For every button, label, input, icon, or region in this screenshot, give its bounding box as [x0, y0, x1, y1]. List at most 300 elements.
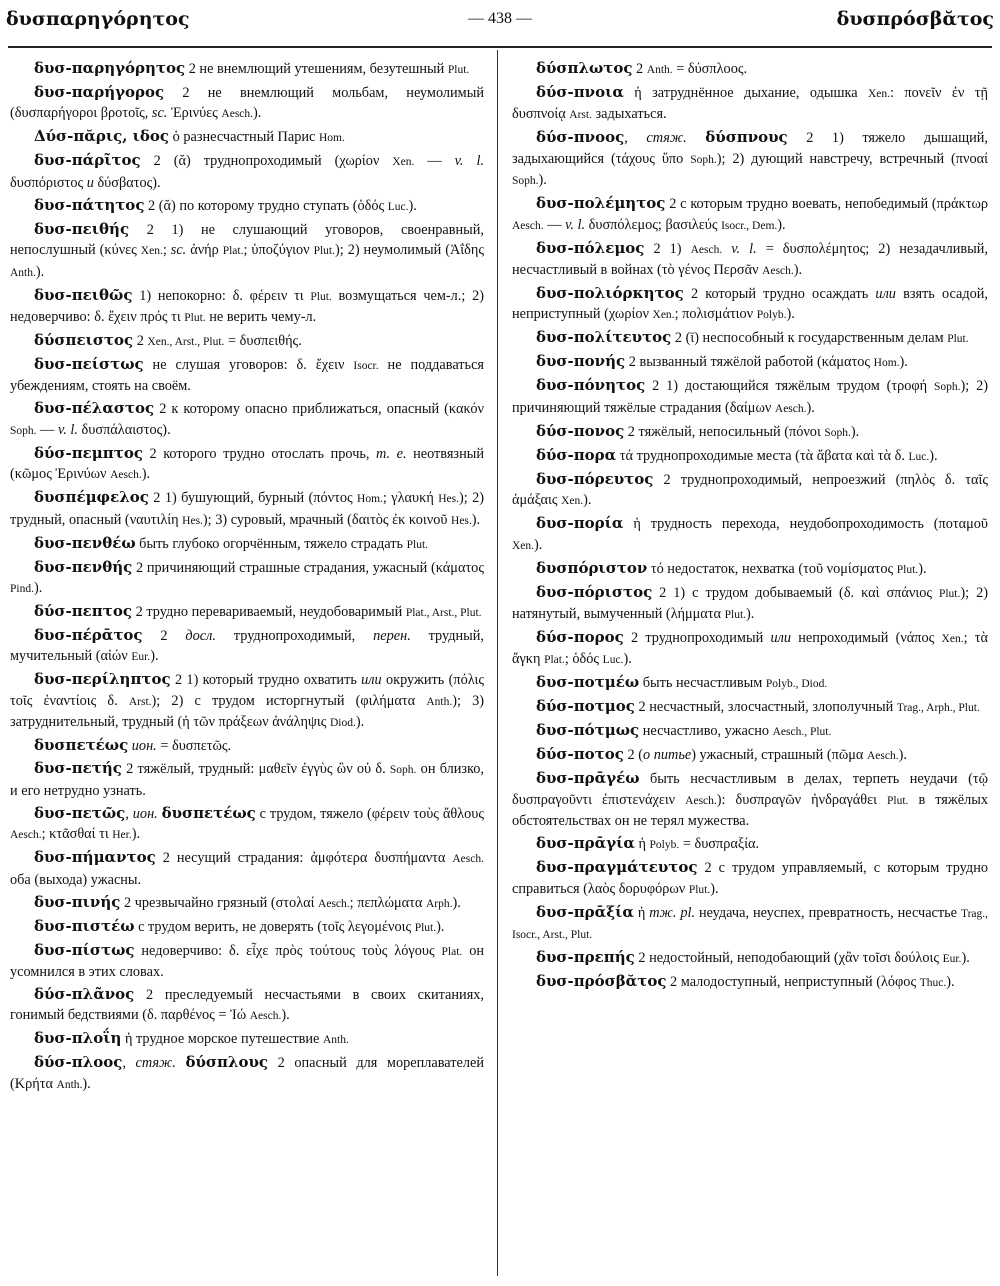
entry-text: взять осадой, неприступный (χωρίον: [512, 286, 988, 323]
entry-text: 2: [133, 333, 148, 350]
dictionary-entry: [512, 558, 988, 580]
source-abbrev: Aesch.: [685, 794, 717, 807]
dictionary-entry: [10, 916, 484, 938]
entry-headword: δύσπειστος: [34, 331, 134, 350]
entry-text: ).: [583, 492, 592, 509]
source-abbrev: Luc.: [908, 450, 930, 463]
entry-headword: δυσ-πρᾱγία: [536, 834, 635, 853]
dictionary-entry: [512, 58, 988, 80]
dictionary-entry: [512, 857, 988, 900]
entry-text: : πονεῖν ἐν τῇ δυσπνοίᾳ: [512, 85, 988, 123]
entry-text: 2 1) с трудом добываемый (δ. καὶ σπάνιος: [652, 584, 939, 601]
entry-headword: Δύσ-πᾰρις, ιδος: [34, 127, 170, 146]
entry-text: ).: [623, 651, 632, 668]
entry-text: ).: [408, 197, 417, 214]
entry-headword: δυσ-πότμως: [536, 721, 640, 740]
entry-text: 2 1) достающийся тяжёлым трудом (τροφή: [645, 378, 934, 395]
entry-headword: δυσ-πειθῶς: [34, 285, 133, 304]
entry-text: ; γλαυκή: [382, 490, 439, 507]
source-abbrev: Xen.: [392, 156, 415, 169]
italic-note: или: [875, 286, 896, 303]
entry-headword: δυσ-πονής: [536, 352, 626, 371]
dictionary-entry: [10, 669, 484, 733]
italic-note: ион.: [132, 805, 158, 822]
source-abbrev: Plut.: [447, 64, 470, 76]
entry-text: 2 1) бушующий, бурный (πόντος: [148, 490, 358, 507]
dictionary-entry: [10, 126, 484, 148]
entry-headword: δύσ-ποτος: [536, 745, 624, 764]
entry-text: 2 несущий страдания: ἀμφότερα δυσπήμαντα: [155, 850, 453, 867]
source-abbrev: Trag., Isocr., Arst., Plut.: [512, 907, 989, 942]
entry-text: трудный, мучительный (αἰών: [10, 628, 485, 665]
entry-headword: δύσ-πορα: [536, 445, 617, 464]
entry-text: δύσβατος).: [93, 174, 161, 191]
entry-headword: δύσ-πλοος: [34, 1053, 123, 1072]
entry-text: 2 причиняющий страшные страдания, ужасный (κάματος: [132, 559, 484, 576]
source-abbrev: Anth.: [56, 1078, 83, 1091]
source-abbrev: Aesch.: [452, 853, 484, 866]
source-abbrev: Arst.: [128, 695, 152, 708]
italic-note: v. l.: [454, 153, 484, 170]
entry-text: ).: [850, 423, 860, 440]
entry-headword: δύσ-πεπτος: [34, 602, 133, 621]
source-abbrev: Xen.: [512, 539, 535, 552]
source-abbrev: Xen.: [652, 309, 675, 322]
entry-headword: δυσ-πενθής: [34, 557, 133, 576]
source-abbrev: Xen., Arst., Plut.: [147, 336, 225, 349]
entry-text: с трудом, тяжело (φέρειν τοὺς ἄθλους: [255, 805, 484, 822]
source-abbrev: Polyb., Diod.: [765, 678, 828, 691]
source-abbrev: Thuc.: [919, 977, 947, 990]
entry-headword: δυσ-περίληπτος: [34, 670, 171, 689]
italic-note: ион.: [131, 738, 157, 755]
entry-text: ).: [35, 263, 45, 280]
italic-note: о питье: [642, 747, 692, 764]
entry-text: задыхаться.: [591, 106, 667, 123]
entry-text: = δυσπετῶς.: [156, 738, 232, 755]
entry-text: ἡ трудное морское путешествие: [121, 1031, 323, 1048]
source-abbrev: Plat.: [544, 654, 565, 667]
entry-text: 2 к которому опасно приближаться, опасный (κακόν: [154, 401, 484, 418]
entry-headword: δυσ-πινής: [34, 892, 121, 911]
entry-text: ).: [946, 974, 955, 991]
entry-text: 2 1) не слушающий уговоров, своенравный, непослушный (κύνες: [10, 221, 484, 259]
source-abbrev: Anth.: [646, 64, 673, 76]
entry-headword: δύσ-πνοος: [536, 128, 625, 147]
entry-headword: δυσ-πάρῖτος: [34, 151, 141, 170]
entry-text: ); 2) дующий навстречу, встречный (πνοαί: [716, 150, 988, 167]
entry-text: 2 1): [644, 240, 691, 257]
entry-headword: δυσ-πολίτευτος: [536, 328, 672, 347]
source-abbrev: Polyb.: [756, 309, 787, 322]
source-abbrev: Trag., Arph., Plut.: [896, 702, 980, 715]
dictionary-entry: [512, 720, 988, 742]
dictionary-entry: [512, 327, 988, 349]
entry-text: = δυσπειθής.: [224, 333, 302, 350]
italic-note: т. е.: [376, 445, 407, 462]
entry-headword: δυσ-πόρευτος: [536, 469, 654, 488]
entry-headword: δυσ-πλοΐη: [34, 1029, 122, 1048]
entry-text: он близко, и его нетрудно узнать.: [10, 761, 484, 799]
entry-text: τό недостаток, нехватка (τοῦ νομίσματος: [647, 560, 897, 577]
italic-note: и: [86, 174, 94, 191]
entry-headword: δυσ-πετής: [34, 759, 122, 778]
entry-text: 2 который трудно осаждать: [683, 286, 876, 303]
entry-text: ).: [355, 714, 365, 731]
entry-headword: δύσ-πνοια: [536, 83, 624, 101]
dictionary-entry: [10, 892, 484, 914]
entry-headword: δυσ-πραγμάτευτος: [536, 858, 698, 877]
dictionary-entry: [512, 902, 988, 946]
entry-text: [687, 130, 706, 146]
dictionary-entry: [10, 58, 484, 80]
entry-text: не слушая уговоров: δ. ἔχειν: [143, 357, 354, 374]
entry-headword: δυσ-πόνητος: [536, 376, 646, 395]
italic-note: досл.: [185, 628, 216, 645]
entry-text: τά труднопроходимые места (τὰ ἄβατα καὶ τὰ δ.: [616, 447, 909, 464]
source-abbrev: Anth.: [322, 1034, 349, 1047]
entry-text: ); 3) суровый, мрачный (δαιτὸς ἐκ κοινοῦ: [202, 511, 452, 528]
entry-text: непроходимый (νάπος: [790, 630, 942, 647]
source-abbrev: Luc.: [387, 200, 409, 213]
entry-text: ).: [538, 172, 547, 189]
source-abbrev: Plut.: [313, 245, 336, 258]
entry-text: ; πολισμάτιον: [674, 306, 757, 323]
entry-text: ).: [131, 826, 141, 843]
dictionary-entry: [10, 219, 484, 283]
entry-headword: δυσ-πρεπής: [536, 948, 635, 967]
entry-text: 2 (ᾰ) труднопроходимый (χωρίον: [140, 153, 393, 170]
source-abbrev: Pind.: [10, 583, 34, 596]
entry-text: 2 чрезвычайно грязный (στολαί: [120, 894, 319, 911]
entry-text: 2 преследуемый несчастьями в своих скитаниях, гонимый бедствиями (δ. παρθένος = Ἰώ: [10, 986, 484, 1024]
entry-text: ).: [253, 105, 262, 122]
dictionary-entry: [512, 375, 988, 419]
entry-headword: δυσ-πίστως: [34, 940, 135, 959]
entry-text: ); 3) затруднительный, трудный (ἡ τῶν πράξεων ἀνάληψις: [10, 692, 484, 731]
dictionary-entry: [512, 833, 988, 855]
entry-text: —: [543, 216, 566, 233]
source-abbrev: Isocr.: [353, 360, 379, 373]
entry-text: быть несчастливым: [639, 675, 766, 692]
source-abbrev: Xen.: [941, 633, 964, 646]
entry-text: ).: [436, 918, 445, 935]
entry-headword: δυσ-πείστως: [34, 355, 144, 374]
source-abbrev: Plut.: [938, 587, 961, 600]
entry-text: ἡ затруднённое дыхание, одышка: [623, 85, 868, 101]
entry-text: = δυσπραξία.: [679, 836, 760, 853]
source-abbrev: Hom.: [873, 357, 900, 370]
entry-text: δυσπόριστος: [10, 174, 87, 191]
entry-text: ); 2) натянутый, вымученный (λήμματα: [512, 584, 988, 623]
source-abbrev: Anth.: [10, 266, 36, 279]
entry-text: ἡ: [634, 836, 650, 853]
entry-text: 2 с которым трудно воевать, непобедимый (πράκτωρ: [665, 196, 988, 213]
entry-text: ; κτᾶσθαί τι: [41, 826, 113, 843]
entry-text: 2 несчастный, злосчастный, злополучный: [634, 699, 897, 716]
entry-text: ): δυσπραγῶν ἠνδραγάθει: [716, 791, 887, 808]
entry-text: 1) непокорно: δ. φέρειν τι: [132, 287, 311, 304]
entry-text: возмущаться чем-л.; 2) недоверчиво: δ. ἔχειν πρός τι: [10, 287, 484, 326]
running-head-right: δυσπρόσβᾰτος: [836, 8, 994, 30]
entry-text: 2 которого трудно отослать прочь,: [142, 445, 377, 462]
source-abbrev: Soph.: [512, 175, 539, 188]
entry-headword: δυσ-πρόσβᾰτος: [536, 972, 667, 991]
dictionary-entry: [512, 971, 988, 993]
source-abbrev: Aesch.: [866, 750, 899, 763]
dictionary-entry: [10, 533, 484, 555]
source-abbrev: Aesch.: [762, 265, 794, 278]
source-abbrev: Aesch.: [249, 1010, 282, 1023]
entry-text: ).: [746, 606, 755, 623]
entry-text: Ἐρινύες: [167, 105, 222, 122]
entry-text: = δυσπολέμητος; 2) незадачливый, несчастливый в войнах (τὸ γένος Περσᾶν: [512, 240, 989, 279]
entry-text: ).: [786, 306, 795, 323]
entry-text: ).: [710, 880, 719, 897]
entry-text: 2 (: [623, 747, 643, 764]
dictionary-entry: [10, 625, 484, 668]
source-abbrev: Soph.: [933, 381, 961, 394]
entry-text: неудача, неуспех, превратность, несчастье: [695, 904, 961, 921]
dictionary-entry: [512, 238, 988, 282]
entry-text: ὁ разнесчастный Парис: [169, 129, 319, 146]
dictionary-entry: [10, 847, 484, 890]
source-abbrev: Xen.: [561, 495, 584, 508]
italic-note: sc.: [170, 242, 187, 259]
entry-text: ).: [806, 399, 815, 416]
entry-text: недоверчиво: δ. εἶχε πρὸς τούτους τοὺς λόγους: [134, 942, 442, 959]
entry-headword: δυσ-πετῶς: [34, 803, 126, 822]
source-abbrev: Aesch.: [318, 897, 350, 910]
entry-headword: δυσπετέως: [161, 803, 256, 822]
dictionary-entry: [512, 513, 988, 556]
entry-text: ).: [150, 648, 159, 665]
source-abbrev: Xen.: [140, 245, 163, 258]
entry-text: 2 недостойный, неподобающий (χἂν τοῖσι δούλοις: [634, 950, 943, 967]
entry-text: быть несчастливым в делах, терпеть неудачи (τῷ δυσπραγοῦντι ἐπιστενάχειν: [512, 771, 988, 808]
source-abbrev: Plut.: [947, 333, 969, 346]
source-abbrev: Plat.: [222, 245, 244, 258]
dictionary-entry: [512, 351, 988, 373]
entry-text: ).: [793, 262, 803, 279]
entry-text: ἡ трудность перехода, неудобопроходимость (ποταμοῦ: [623, 516, 988, 533]
entry-text: [722, 241, 731, 257]
entry-text: δυσπάλαιστος).: [77, 421, 171, 438]
running-head-left: δυσπαρηγόρητος: [6, 8, 190, 30]
italic-note: перен.: [373, 628, 411, 645]
entry-text: ); 2) неумолимый (Ἀΐδης: [335, 242, 485, 259]
entry-headword: δύσπλωτος: [536, 59, 633, 77]
entry-text: ;: [162, 242, 171, 259]
page-number: — 438 —: [468, 10, 532, 27]
source-abbrev: Arph.: [425, 897, 453, 910]
source-abbrev: Hes.: [438, 493, 459, 506]
entry-headword: δύσ-πλᾶνος: [34, 984, 135, 1003]
entry-text: ; ὁδός: [564, 651, 603, 668]
source-abbrev: Plut.: [406, 538, 429, 551]
source-abbrev: Eur.: [942, 953, 962, 966]
dictionary-entry: [10, 803, 484, 846]
entry-headword: δυσ-πέρᾱτος: [34, 626, 143, 645]
dictionary-entry: [10, 1052, 484, 1095]
source-abbrev: Soph.: [690, 153, 717, 166]
dictionary-entry: [10, 487, 484, 531]
source-abbrev: Anth.: [426, 695, 453, 708]
dictionary-entry: [512, 947, 988, 969]
entry-text: ); 2) причиняющий тяжёлые страдания (δαίμων: [512, 378, 988, 416]
entry-text: ) ужасный, страшный (πῶμα: [691, 747, 867, 764]
source-abbrev: Isocr., Dem.: [721, 219, 778, 232]
entry-headword: δυσ-παρήγορος: [34, 83, 165, 101]
entry-text: ).: [898, 747, 907, 764]
entry-text: несчастливо, ужасно: [639, 723, 773, 740]
entry-text: —: [414, 153, 455, 170]
entry-headword: δυσ-πρᾱγέω: [536, 769, 640, 788]
italic-note: или: [770, 630, 791, 647]
dictionary-entry: [512, 744, 988, 766]
source-abbrev: Plat.: [441, 945, 463, 958]
entry-text: труднопроходимый,: [215, 628, 374, 645]
source-abbrev: Aesch.: [221, 108, 254, 121]
dictionary-entry: [512, 445, 988, 467]
source-abbrev: Aesch.: [110, 469, 142, 482]
entry-text: 2 не внемлющий мольбам, неумолимый (δυσπαρήγοροι βροτοῖς,: [10, 85, 484, 122]
source-abbrev: Hom.: [318, 132, 345, 145]
entry-headword: δυσ-πενθέω: [34, 533, 136, 552]
entry-text: 2 (ῑ) неспособный к государственным делам: [671, 330, 948, 347]
entry-headword: δύσ-πεμπτος: [34, 443, 143, 462]
italic-note: или: [361, 672, 382, 689]
italic-note: v. l.: [565, 216, 586, 233]
entry-text: ).: [471, 511, 481, 528]
source-abbrev: Plat., Arst., Plut.: [405, 607, 482, 620]
entry-text: ).: [899, 354, 908, 371]
source-abbrev: Hom.: [357, 493, 383, 506]
entry-text: ).: [929, 447, 938, 464]
dictionary-entry: [10, 557, 484, 600]
entry-text: ).: [777, 216, 786, 233]
page-header: [6, 8, 994, 42]
entry-text: ).: [281, 1007, 290, 1024]
dictionary-entry: [512, 696, 988, 718]
source-abbrev: Soph.: [824, 426, 851, 439]
entry-text: ἡ: [633, 904, 650, 921]
column-divider: [497, 50, 498, 1276]
entry-headword: δυσ-πέλαστος: [34, 399, 155, 418]
dictionary-entry: [10, 601, 484, 623]
entry-text: ).: [452, 894, 461, 911]
entry-headword: δυσ-ποτμέω: [536, 673, 640, 692]
entry-text: ,: [624, 130, 647, 147]
entry-text: 2 малодоступный, неприступный (λόφος: [666, 974, 920, 991]
entry-headword: δύσ-πορος: [536, 628, 624, 647]
dictionary-entry: [512, 193, 988, 236]
entry-text: 2 труднопроходимый: [623, 630, 771, 647]
dictionary-entry: [512, 582, 988, 626]
entry-text: не поддаваться убеждениям, стоять на своём.: [10, 357, 484, 395]
entry-text: 2 труднопроходимый, непроезжий (πηλὸς δ. ταῖς ἁμάξαις: [512, 471, 988, 509]
source-abbrev: Aesch.: [690, 243, 723, 256]
dictionary-entry: [10, 195, 484, 217]
dictionary-entry: [512, 283, 988, 326]
dictionary-entry: [512, 127, 988, 191]
dictionary-entry: [512, 627, 988, 671]
entry-text: не верить чему-л.: [205, 309, 317, 326]
entry-headword: δυσπετέως: [34, 736, 129, 755]
italic-note: v. l.: [731, 240, 757, 257]
italic-note: v. l.: [57, 421, 78, 438]
source-abbrev: Luc.: [602, 654, 624, 667]
entry-headword: δυσ-πάτητος: [34, 195, 145, 214]
entry-headword: δυσ-πειθής: [34, 219, 130, 238]
source-abbrev: Plut.: [688, 883, 711, 896]
entry-text: ἀνήρ: [186, 242, 223, 259]
entry-text: ,: [122, 1055, 136, 1072]
dictionary-entry: [10, 330, 484, 352]
source-abbrev: Aesch., Plut.: [772, 726, 832, 739]
italic-note: тж. pl.: [649, 904, 696, 921]
entry-text: ); 2) с трудом исторгнутый (φιλήματα: [151, 692, 427, 709]
entry-text: ; τὰ ἄγκη: [512, 630, 988, 668]
entry-text: ).: [141, 466, 151, 483]
source-abbrev: Plut.: [184, 312, 206, 325]
entry-headword: δυσπόριστον: [536, 558, 648, 577]
italic-note: стяж.: [135, 1055, 176, 1072]
entry-text: окружить (πόλις τοῖς ἐναντίοις δ.: [10, 672, 484, 709]
dictionary-entry: [10, 285, 484, 329]
source-abbrev: Plut.: [310, 290, 332, 303]
dictionary-entry: [10, 443, 484, 486]
source-abbrev: Soph.: [10, 424, 37, 437]
entry-headword: δύσ-πονος: [536, 421, 625, 440]
source-abbrev: Plut.: [896, 563, 919, 576]
entry-headword: δυσ-πόριστος: [536, 582, 653, 601]
entry-text: ).: [918, 560, 927, 577]
entry-text: 2 опасный для мореплавателей (Κρήτα: [10, 1055, 484, 1092]
entry-headword: δύσπλους: [185, 1053, 268, 1072]
dictionary-entry: [512, 82, 988, 126]
entry-text: 2 тяжёлый, трудный: μαθεῖν ἐγγὺς ὢν οὐ δ.: [121, 761, 390, 778]
entry-text: в тяжёлых обстоятельствах он не терял мужества.: [512, 791, 988, 830]
entry-text: —: [36, 421, 58, 438]
entry-text: 2: [142, 628, 186, 645]
entry-text: с трудом верить, не доверять (τοῖς λεγομένοις: [134, 918, 415, 935]
entry-headword: δυσπέμφελος: [34, 488, 149, 507]
dictionary-entry: [512, 768, 988, 831]
source-abbrev: Arst.: [569, 109, 592, 122]
dictionary-entry: [10, 735, 484, 756]
source-abbrev: Aesch.: [10, 829, 42, 842]
source-abbrev: Hes.: [451, 514, 472, 527]
entry-headword: δυσ-πολιόρκητος: [536, 284, 684, 303]
source-abbrev: Her.: [112, 829, 132, 842]
entry-text: 2 (ᾰ) по которому трудно ступать (ὁδός: [144, 197, 388, 214]
entry-headword: δύσπνους: [705, 128, 788, 147]
entry-text: δυσπόλεμος; βασιλεύς: [585, 216, 722, 233]
italic-note: sc.: [151, 105, 168, 122]
entry-headword: δυσ-παρηγόρητος: [34, 59, 186, 77]
entry-text: 2 вызванный тяжёлой работой (κάματος: [625, 354, 874, 371]
entry-text: неотвязный (κῶμος Ἐρινύων: [10, 445, 484, 483]
entry-headword: δυσ-πιστέω: [34, 916, 135, 935]
entry-text: оба (выхода) ужасны.: [10, 871, 142, 888]
entry-text: ).: [961, 950, 970, 967]
dictionary-entry: [10, 940, 484, 983]
entry-text: ; πεπλώματα: [349, 894, 426, 911]
source-abbrev: Aesch.: [512, 219, 544, 232]
entry-text: ).: [534, 536, 543, 553]
entry-text: ); 2) трудный, опасный (ναυτιλίη: [10, 490, 485, 528]
